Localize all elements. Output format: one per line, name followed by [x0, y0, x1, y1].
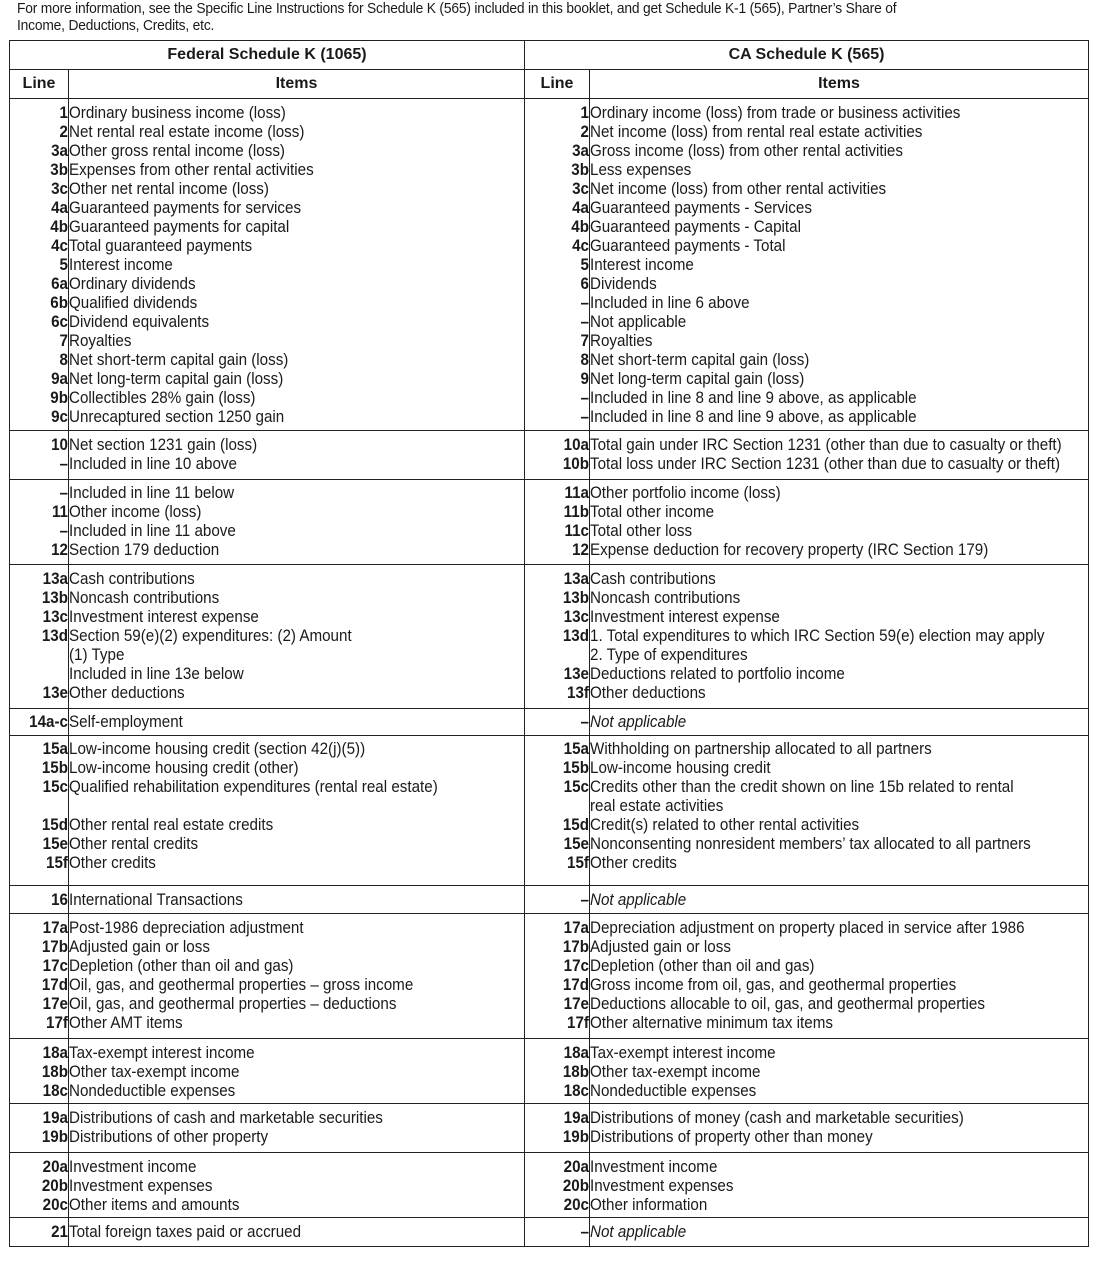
- line-number: 12: [51, 541, 68, 559]
- line-item: Other alternative minimum tax items: [590, 1014, 833, 1032]
- line-item: Ordinary business income (loss): [69, 104, 286, 122]
- line-item: Expenses from other rental activities: [69, 161, 314, 179]
- table-row: [10, 1039, 1089, 1104]
- federal-schedule-header: Federal Schedule K (1065): [10, 41, 525, 70]
- line-number: 17d: [41, 976, 68, 994]
- line-number: 2: [580, 123, 589, 141]
- line-number: –: [59, 455, 68, 473]
- line-item: Oil, gas, and geothermal properties – gross income: [69, 976, 414, 994]
- line-item: Other items and amounts: [69, 1196, 240, 1214]
- table-row: [10, 1153, 1089, 1218]
- line-number: 18b: [41, 1063, 68, 1081]
- line-number: 4c: [51, 237, 68, 255]
- line-item: Other rental credits: [69, 835, 199, 853]
- table-header-row: [10, 41, 1089, 70]
- line-number: –: [580, 713, 589, 731]
- line-number: 15a: [563, 740, 589, 758]
- line-number: 1: [59, 104, 68, 122]
- line-number: 13d: [41, 627, 68, 645]
- line-item: Total loss under IRC Section 1231 (other than due to casualty or theft): [590, 455, 1061, 473]
- line-item: Dividend equivalents: [69, 313, 210, 331]
- federal-items-cell: [69, 886, 525, 914]
- line-number: 15c: [563, 778, 589, 796]
- line-item: Royalties: [69, 332, 132, 350]
- line-item: Post-1986 depreciation adjustment: [69, 919, 304, 937]
- ca-items-cell: [590, 914, 1089, 1039]
- line-number: [15, 797, 68, 816]
- line-number: 9b: [50, 389, 68, 407]
- line-item: 2. Type of expenditures: [590, 646, 748, 664]
- line-number: 13d: [562, 627, 589, 645]
- line-item: Gross income (loss) from other rental activities: [590, 142, 903, 160]
- line-item: Net long-term capital gain (loss): [590, 370, 805, 388]
- line-number: 20b: [562, 1177, 589, 1195]
- line-number: 12: [572, 541, 589, 559]
- line-item: Section 59(e)(2) expenditures: (2) Amount: [69, 627, 352, 645]
- line-number: 20c: [42, 1196, 68, 1214]
- line-item: Other portfolio income (loss): [590, 484, 781, 502]
- ca-items-cell: [590, 480, 1089, 565]
- line-number: 7: [580, 332, 589, 350]
- federal-line-cell: [10, 1218, 69, 1247]
- line-number: –: [580, 294, 589, 312]
- line-number: 6a: [51, 275, 68, 293]
- line-item: Other tax-exempt income: [590, 1063, 761, 1081]
- line-number: 17a: [563, 919, 589, 937]
- line-number: 17a: [42, 919, 68, 937]
- line-item: Distributions of property other than money: [590, 1128, 873, 1146]
- line-number: 9c: [51, 408, 68, 426]
- line-number: 17b: [562, 938, 589, 956]
- line-item: Total other loss: [590, 522, 693, 540]
- table-row: [10, 886, 1089, 914]
- line-item: Included in line 11 above: [69, 522, 236, 540]
- line-item: Net rental real estate income (loss): [69, 123, 305, 141]
- line-item: Other income (loss): [69, 503, 202, 521]
- federal-items-header: Items: [69, 70, 525, 99]
- line-number: 17f: [46, 1014, 68, 1032]
- line-number: 13e: [563, 665, 589, 683]
- line-number: –: [580, 891, 589, 909]
- line-number: –: [580, 313, 589, 331]
- line-number: 3b: [50, 161, 68, 179]
- line-number: 18c: [563, 1082, 589, 1100]
- line-item: 1. Total expenditures to which IRC Section 59(e) election may apply: [590, 627, 1045, 645]
- line-item: Cash contributions: [590, 570, 716, 588]
- line-number: 20b: [41, 1177, 68, 1195]
- federal-line-cell: [10, 99, 69, 431]
- line-number: 7: [59, 332, 68, 350]
- line-number: 17c: [42, 957, 68, 975]
- ca-line-cell: [525, 1153, 590, 1218]
- federal-items-cell: [69, 709, 525, 736]
- line-number: 3a: [572, 142, 589, 160]
- line-item: Tax-exempt interest income: [590, 1044, 776, 1062]
- line-number: 4b: [571, 218, 589, 236]
- line-item: Investment expenses: [590, 1177, 734, 1195]
- line-number: 13a: [42, 570, 68, 588]
- line-number: 4a: [572, 199, 589, 217]
- line-item: Cash contributions: [69, 570, 195, 588]
- line-item: Ordinary dividends: [69, 275, 196, 293]
- line-number: 17d: [562, 976, 589, 994]
- line-number: 20c: [563, 1196, 589, 1214]
- line-number: 15d: [562, 816, 589, 834]
- line-item: Adjusted gain or loss: [590, 938, 731, 956]
- line-item: Net income (loss) from rental real estate activities: [590, 123, 923, 141]
- line-item: Depreciation adjustment on property placed in service after 1986: [590, 919, 1025, 937]
- ca-line-cell: [525, 914, 590, 1039]
- line-item: Expense deduction for recovery property (IRC Section 179): [590, 541, 989, 559]
- line-item: [69, 797, 521, 816]
- line-item: Other credits: [69, 854, 156, 872]
- line-number: –: [580, 1223, 589, 1241]
- line-number: –: [59, 484, 68, 502]
- line-item: Adjusted gain or loss: [69, 938, 210, 956]
- federal-items-cell: [69, 1153, 525, 1218]
- ca-line-cell: [525, 1104, 590, 1153]
- line-number: 10a: [563, 436, 589, 454]
- line-item: Other credits: [590, 854, 677, 872]
- ca-items-cell: [590, 886, 1089, 914]
- line-item: Other gross rental income (loss): [69, 142, 285, 160]
- line-number: 17e: [42, 995, 68, 1013]
- line-item: Unrecaptured section 1250 gain: [69, 408, 285, 426]
- line-item: Not applicable: [590, 313, 687, 331]
- line-item: Not applicable: [590, 713, 687, 731]
- ca-line-cell: [525, 565, 590, 709]
- line-item: Deductions allocable to oil, gas, and geothermal properties: [590, 995, 985, 1013]
- ca-items-cell: [590, 565, 1089, 709]
- line-item: Included in line 8 and line 9 above, as applicable: [590, 389, 917, 407]
- line-item: Less expenses: [590, 161, 692, 179]
- line-number: 6c: [51, 313, 68, 331]
- line-item: Total gain under IRC Section 1231 (other than due to casualty or theft): [590, 436, 1062, 454]
- line-item: Noncash contributions: [590, 589, 741, 607]
- line-number: 19b: [562, 1128, 589, 1146]
- line-number: [15, 646, 68, 665]
- line-number: 13f: [567, 684, 589, 702]
- line-item: Self-employment: [69, 713, 183, 731]
- line-number: 15f: [567, 854, 589, 872]
- line-number: 8: [580, 351, 589, 369]
- ca-line-header: Line: [525, 70, 590, 99]
- ca-items-cell: [590, 431, 1089, 480]
- column-header-row: [10, 70, 1089, 99]
- line-item: Low-income housing credit (section 42(j)(5)): [69, 740, 366, 758]
- line-item: (1) Type: [69, 646, 125, 664]
- federal-line-cell: [10, 565, 69, 709]
- schedule-k-comparison-table: [9, 40, 1089, 1247]
- line-item: Net long-term capital gain (loss): [69, 370, 284, 388]
- federal-line-cell: [10, 1104, 69, 1153]
- intro-line-2: Income, Deductions, Credits, etc.: [17, 17, 215, 34]
- line-number: 15f: [46, 854, 68, 872]
- federal-line-cell: [10, 480, 69, 565]
- line-item: Other information: [590, 1196, 708, 1214]
- ca-line-cell: [525, 736, 590, 886]
- table-row: [10, 1104, 1089, 1153]
- ca-line-cell: [525, 709, 590, 736]
- line-number: 13b: [41, 589, 68, 607]
- line-number: 6: [580, 275, 589, 293]
- line-item: Total other income: [590, 503, 715, 521]
- line-number: 1: [580, 104, 589, 122]
- ca-line-cell: [525, 431, 590, 480]
- line-item: Investment interest expense: [590, 608, 780, 626]
- line-item: International Transactions: [69, 891, 243, 909]
- line-item: Other tax-exempt income: [69, 1063, 240, 1081]
- line-number: 19a: [563, 1109, 589, 1127]
- line-number: 14a-c: [29, 713, 68, 731]
- ca-line-cell: [525, 1218, 590, 1247]
- line-item: Deductions related to portfolio income: [590, 665, 845, 683]
- line-number: 3c: [572, 180, 589, 198]
- line-number: 21: [51, 1223, 68, 1241]
- line-item: Net short-term capital gain (loss): [69, 351, 289, 369]
- line-item: Included in line 8 and line 9 above, as applicable: [590, 408, 917, 426]
- line-item: Collectibles 28% gain (loss): [69, 389, 256, 407]
- line-item: Other deductions: [590, 684, 706, 702]
- line-item: Oil, gas, and geothermal properties – deductions: [69, 995, 397, 1013]
- line-number: 11a: [564, 484, 589, 502]
- federal-line-cell: [10, 1039, 69, 1104]
- line-item: Guaranteed payments - Capital: [590, 218, 801, 236]
- line-item: Low-income housing credit (other): [69, 759, 299, 777]
- line-number: 16: [51, 891, 68, 909]
- table-row: [10, 565, 1089, 709]
- line-item: real estate activities: [590, 797, 724, 815]
- ca-line-cell: [525, 99, 590, 431]
- line-number: 5: [580, 256, 589, 274]
- line-item: Investment income: [590, 1158, 718, 1176]
- line-item: Net section 1231 gain (loss): [69, 436, 258, 454]
- line-item: Noncash contributions: [69, 589, 220, 607]
- line-number: 11b: [563, 503, 589, 521]
- federal-items-cell: [69, 1218, 525, 1247]
- line-number: [530, 646, 589, 665]
- line-number: 17f: [567, 1014, 589, 1032]
- line-item: Nonconsenting nonresident members’ tax allocated to all partners: [590, 835, 1031, 853]
- line-number: 13a: [563, 570, 589, 588]
- line-number: 4b: [50, 218, 68, 236]
- line-item: Guaranteed payments - Total: [590, 237, 786, 255]
- line-number: 18a: [42, 1044, 68, 1062]
- line-number: 19b: [41, 1128, 68, 1146]
- line-number: [15, 665, 68, 684]
- line-number: 15e: [563, 835, 589, 853]
- line-number: 15a: [42, 740, 68, 758]
- table-row: [10, 709, 1089, 736]
- line-item: Withholding on partnership allocated to all partners: [590, 740, 932, 758]
- line-item: Tax-exempt interest income: [69, 1044, 255, 1062]
- line-number: 15c: [42, 778, 68, 796]
- line-item: Depletion (other than oil and gas): [590, 957, 815, 975]
- federal-line-cell: [10, 431, 69, 480]
- line-number: [530, 797, 589, 816]
- line-number: 19a: [42, 1109, 68, 1127]
- line-number: 13b: [562, 589, 589, 607]
- line-number: 8: [59, 351, 68, 369]
- line-number: 20a: [42, 1158, 68, 1176]
- line-number: –: [580, 408, 589, 426]
- line-number: 13e: [42, 684, 68, 702]
- table-row: [10, 480, 1089, 565]
- federal-line-cell: [10, 709, 69, 736]
- line-item: Qualified rehabilitation expenditures (rental real estate): [69, 778, 438, 796]
- line-item: Interest income: [590, 256, 694, 274]
- line-number: 17c: [563, 957, 589, 975]
- table-row: [10, 431, 1089, 480]
- table-row: [10, 1218, 1089, 1247]
- line-item: Royalties: [590, 332, 653, 350]
- line-item: Investment expenses: [69, 1177, 213, 1195]
- line-item: Low-income housing credit: [590, 759, 771, 777]
- line-number: 15e: [42, 835, 68, 853]
- line-item: Interest income: [69, 256, 173, 274]
- line-number: 15d: [41, 816, 68, 834]
- line-item: Other net rental income (loss): [69, 180, 269, 198]
- ca-items-cell: [590, 99, 1089, 431]
- line-item: Net short-term capital gain (loss): [590, 351, 810, 369]
- federal-items-cell: [69, 736, 525, 886]
- line-number: 11c: [564, 522, 589, 540]
- line-item: Other rental real estate credits: [69, 816, 274, 834]
- ca-line-cell: [525, 1039, 590, 1104]
- ca-line-cell: [525, 886, 590, 914]
- line-item: Distributions of other property: [69, 1128, 269, 1146]
- line-item: Investment income: [69, 1158, 197, 1176]
- line-item: Guaranteed payments - Services: [590, 199, 812, 217]
- line-item: Investment interest expense: [69, 608, 259, 626]
- ca-items-cell: [590, 1153, 1089, 1218]
- line-item: Included in line 11 below: [69, 484, 235, 502]
- line-item: Net income (loss) from other rental activities: [590, 180, 887, 198]
- federal-line-cell: [10, 886, 69, 914]
- line-number: 3a: [51, 142, 68, 160]
- line-number: 15b: [41, 759, 68, 777]
- line-number: 17e: [563, 995, 589, 1013]
- federal-items-cell: [69, 565, 525, 709]
- line-number: 9a: [51, 370, 68, 388]
- federal-items-cell: [69, 99, 525, 431]
- intro-text: [17, 0, 1001, 34]
- line-number: 20a: [563, 1158, 589, 1176]
- federal-items-cell: [69, 431, 525, 480]
- line-item: Ordinary income (loss) from trade or business activities: [590, 104, 961, 122]
- line-item: Dividends: [590, 275, 657, 293]
- line-number: 3c: [51, 180, 68, 198]
- line-item: Gross income from oil, gas, and geothermal properties: [590, 976, 957, 994]
- line-number: 4c: [572, 237, 589, 255]
- line-number: –: [580, 389, 589, 407]
- line-item: Guaranteed payments for services: [69, 199, 302, 217]
- line-item: Depletion (other than oil and gas): [69, 957, 294, 975]
- line-item: Included in line 13e below: [69, 665, 244, 683]
- line-number: 10: [51, 436, 68, 454]
- line-number: 2: [59, 123, 68, 141]
- federal-items-cell: [69, 1039, 525, 1104]
- line-number: 18b: [562, 1063, 589, 1081]
- ca-items-cell: [590, 1104, 1089, 1153]
- line-item: Not applicable: [590, 891, 687, 909]
- line-item: Not applicable: [590, 1223, 687, 1241]
- line-item: Nondeductible expenses: [69, 1082, 236, 1100]
- line-number: 9: [580, 370, 589, 388]
- line-number: 6b: [50, 294, 68, 312]
- line-item: Distributions of money (cash and marketable securities): [590, 1109, 964, 1127]
- line-item: Nondeductible expenses: [590, 1082, 757, 1100]
- line-number: 11: [51, 503, 68, 521]
- line-item: Guaranteed payments for capital: [69, 218, 290, 236]
- line-number: 10b: [562, 455, 589, 473]
- line-number: 3b: [571, 161, 589, 179]
- line-item: Included in line 10 above: [69, 455, 237, 473]
- line-item: Other AMT items: [69, 1014, 183, 1032]
- federal-line-cell: [10, 736, 69, 886]
- line-item: Qualified dividends: [69, 294, 198, 312]
- federal-line-header: Line: [10, 70, 69, 99]
- line-number: 18a: [563, 1044, 589, 1062]
- federal-items-cell: [69, 1104, 525, 1153]
- line-item: Included in line 6 above: [590, 294, 750, 312]
- intro-line-1: For more information, see the Specific Line Instructions for Schedule K (565) included in this booklet, and get Schedule K-1 (565), Partner’s Share of: [17, 0, 897, 17]
- line-number: –: [59, 522, 68, 540]
- line-number: 4a: [51, 199, 68, 217]
- table-row: [10, 736, 1089, 886]
- line-item: Other deductions: [69, 684, 185, 702]
- line-number: 18c: [42, 1082, 68, 1100]
- federal-line-cell: [10, 1153, 69, 1218]
- line-item: Credits other than the credit shown on line 15b related to rental: [590, 778, 1014, 796]
- line-number: 13c: [563, 608, 589, 626]
- federal-line-cell: [10, 914, 69, 1039]
- line-item: Total foreign taxes paid or accrued: [69, 1223, 302, 1241]
- ca-items-header: Items: [590, 70, 1089, 99]
- line-item: Section 179 deduction: [69, 541, 220, 559]
- line-item: Distributions of cash and marketable securities: [69, 1109, 383, 1127]
- ca-items-cell: [590, 736, 1089, 886]
- line-item: Credit(s) related to other rental activities: [590, 816, 860, 834]
- ca-items-cell: [590, 1039, 1089, 1104]
- line-number: 5: [59, 256, 68, 274]
- line-number: 17b: [41, 938, 68, 956]
- line-item: Total guaranteed payments: [69, 237, 253, 255]
- line-number: 13c: [42, 608, 68, 626]
- ca-items-cell: [590, 1218, 1089, 1247]
- ca-schedule-header: CA Schedule K (565): [525, 41, 1089, 70]
- federal-items-cell: [69, 914, 525, 1039]
- table-row: [10, 99, 1089, 431]
- federal-items-cell: [69, 480, 525, 565]
- table-row: [10, 914, 1089, 1039]
- ca-items-cell: [590, 709, 1089, 736]
- line-number: 15b: [562, 759, 589, 777]
- ca-line-cell: [525, 480, 590, 565]
